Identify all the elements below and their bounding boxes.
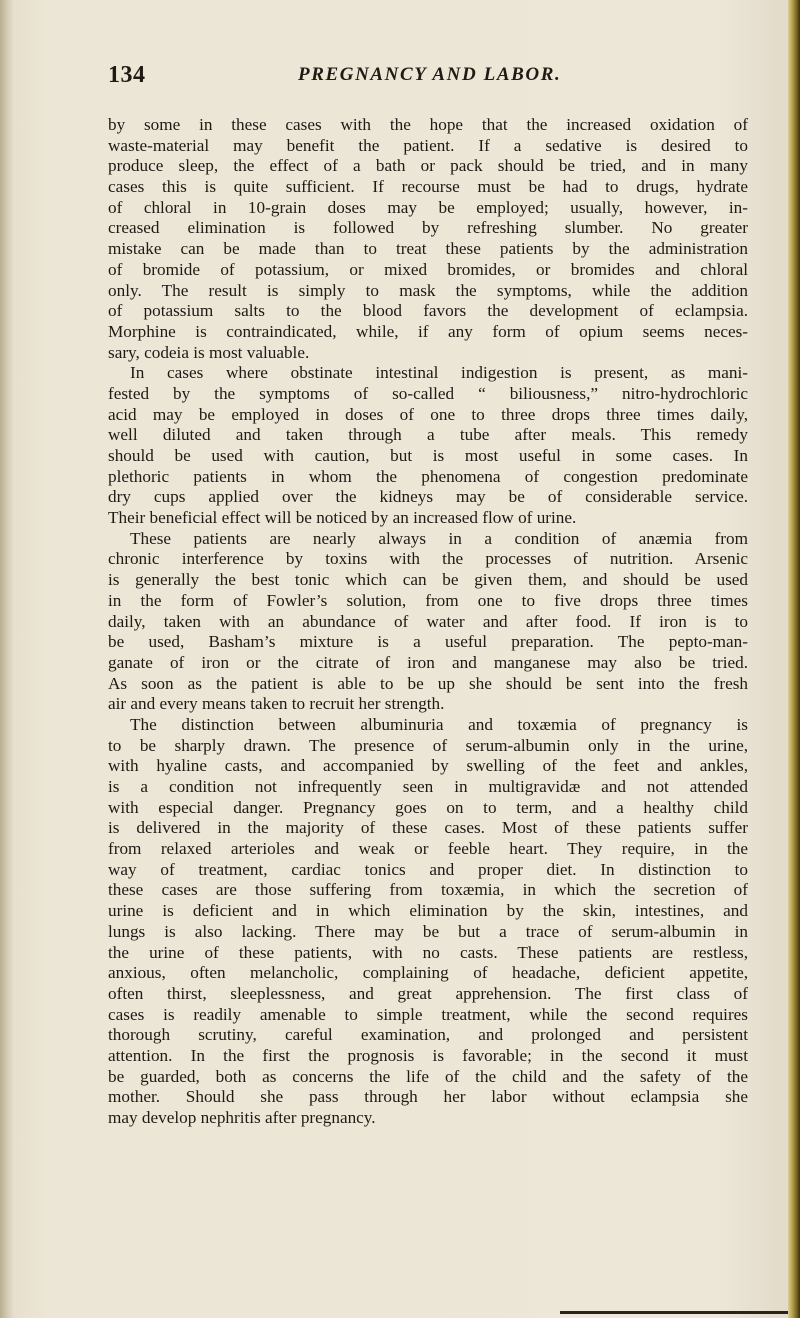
body-text	[108, 115, 748, 1129]
text-line: chronic interference by toxins with the processes of nutrition. Arsenic	[108, 549, 748, 569]
text-line: fested by the symptoms of so-called “ biliousness,” nitro-hydrochloric	[108, 383, 748, 403]
text-line: urine is deficient and in which elimination by the skin, intestines, and	[108, 901, 748, 921]
page-number: 134	[108, 62, 146, 88]
text-line: by some in these cases with the hope that the increased oxidation of	[108, 115, 748, 134]
text-line: plethoric patients in whom the phenomena of congestion predominate	[108, 466, 748, 486]
text-line: lungs is also lacking. There may be but a trace of serum-albumin in	[108, 921, 748, 941]
text-line: attention. In the first the prognosis is favorable; in the second it must	[108, 1045, 748, 1065]
text-line: cases is readily amenable to simple treatment, while the second requires	[108, 1004, 748, 1024]
text-line: produce sleep, the effect of a bath or pack should be tried, and in many	[108, 156, 748, 176]
text-line: ganate of iron or the citrate of iron and manganese may also be tried.	[108, 652, 748, 672]
text-line: sary, codeia is most valuable.	[108, 342, 310, 362]
text-line: of potassium salts to the blood favors the development of eclampsia.	[108, 301, 748, 321]
text-line: daily, taken with an abundance of water and after food. If iron is to	[108, 611, 748, 631]
text-line: often thirst, sleeplessness, and great apprehension. The first class of	[108, 983, 748, 1003]
text-line: dry cups applied over the kidneys may be of considerable service.	[108, 487, 748, 507]
text-line: way of treatment, cardiac tonics and proper diet. In distinction to	[108, 859, 748, 879]
text-line: from relaxed arterioles and weak or feeble heart. They require, in the	[108, 839, 748, 859]
text-line: to be sharply drawn. The presence of serum-albumin only in the urine,	[108, 735, 748, 755]
text-line: should be used with caution, but is most useful in some cases. In	[108, 446, 748, 465]
running-head: PREGNANCY AND LABOR.	[298, 64, 562, 85]
text-line: Morphine is contraindicated, while, if any form of opium seems neces-	[108, 321, 748, 341]
text-line: In cases where obstinate intestinal indigestion is present, as mani-	[130, 363, 748, 383]
text-line: is delivered in the majority of these cases. Most of these patients suffer	[108, 818, 748, 838]
text-line: of bromide of potassium, or mixed bromides, or bromides and chloral	[108, 259, 748, 279]
text-line: in the form of Fowler’s solution, from one to five drops three times	[108, 590, 748, 610]
text-line: mother. Should she pass through her labor without eclampsia she	[108, 1087, 748, 1107]
text-line: be used, Basham’s mixture is a useful preparation. The pepto-man-	[108, 632, 748, 652]
text-line: with hyaline casts, and accompanied by swelling of the feet and ankles,	[108, 756, 748, 776]
text-line: with especial danger. Pregnancy goes on to term, and a healthy child	[108, 797, 748, 817]
text-line: The distinction between albuminuria and toxæmia of pregnancy is	[130, 714, 748, 734]
page-edge	[788, 0, 800, 1318]
text-line: These patients are nearly always in a condition of anæmia from	[130, 528, 748, 548]
text-line: of chloral in 10-grain doses may be employed; usually, however, in-	[108, 197, 748, 217]
text-line: creased elimination is followed by refreshing slumber. No greater	[108, 218, 748, 238]
text-line: cases this is quite sufficient. If recourse must be had to drugs, hydrate	[108, 177, 748, 197]
text-line: may develop nephritis after pregnancy.	[108, 1108, 376, 1127]
text-line: mistake can be made than to treat these patients by the administration	[108, 239, 748, 259]
text-line: air and every means taken to recruit her strength.	[108, 694, 445, 714]
page-bottom-rule	[560, 1311, 788, 1314]
text-line: these cases are those suffering from toxæmia, in which the secretion of	[108, 880, 748, 900]
text-line: the urine of these patients, with no casts. These patients are restless,	[108, 942, 748, 962]
text-line: is a condition not infrequently seen in multigravidæ and not attended	[108, 777, 748, 796]
text-line: As soon as the patient is able to be up she should be sent into the fresh	[108, 673, 748, 693]
text-line: thorough scrutiny, careful examination, and prolonged and persistent	[108, 1025, 748, 1045]
page-header	[108, 60, 748, 90]
text-line: acid may be employed in doses of one to three drops three times daily,	[108, 404, 748, 424]
text-line: waste-material may benefit the patient. If a sedative is desired to	[108, 135, 748, 155]
gutter-shadow	[0, 0, 14, 1318]
text-line: anxious, often melancholic, complaining of headache, deficient appetite,	[108, 963, 748, 983]
text-line: is generally the best tonic which can be given them, and should be used	[108, 570, 748, 590]
text-line: well diluted and taken through a tube after meals. This remedy	[108, 425, 748, 445]
text-line: only. The result is simply to mask the symptoms, while the addition	[108, 280, 748, 300]
text-line: be guarded, both as concerns the life of the child and the safety of the	[108, 1066, 748, 1086]
text-line: Their beneficial effect will be noticed by an increased flow of urine.	[108, 508, 577, 528]
